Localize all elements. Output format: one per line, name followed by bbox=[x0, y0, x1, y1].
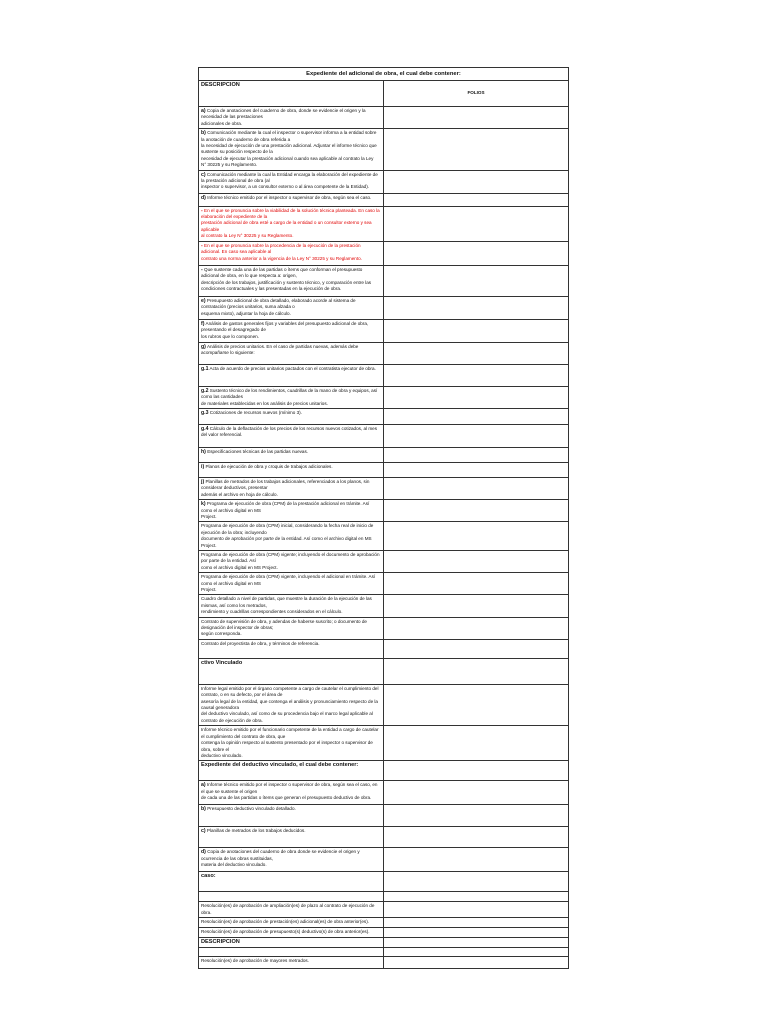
item-label: h) bbox=[201, 448, 206, 455]
item-text: Resolución(es) de aprobación de ampliación(es) de plazo al contrato de ejecución de obra. bbox=[201, 903, 375, 915]
item-text: Programa de ejecución de obra (CPM) vigente; incluyendo el documento de aprobación por parte de la entidad. Así como el archivo digital en MS Project. bbox=[201, 551, 380, 570]
requirement-description bbox=[199, 928, 384, 937]
item-text: Resolución(es) de aprobación de mayores metrados. bbox=[201, 957, 310, 963]
folios-cell bbox=[384, 595, 569, 617]
table-title: Expediente del adicional de obra, el cual debe contener: bbox=[199, 68, 569, 81]
folios-header: FOLIOS bbox=[384, 81, 569, 107]
item-text: Análisis de gastos generales fijos y variables del presupuesto adicional de obra, presentando el desagregado de los rubros que lo componen. bbox=[201, 320, 369, 339]
item-text: Informe técnico emitido por el inspector o supervisor de obra, según sea el caso, en el que se sustente el origen de cada una de las partidas o ítems que generan el presupuesto deductivo de obra. bbox=[201, 782, 378, 801]
requirement-description bbox=[199, 206, 384, 241]
description-header: DESCRIPCION bbox=[199, 81, 384, 107]
item-text: Programa de ejecución de obra (CPM) vigente, incluyendo el adicional en trámite. Así como el archivo digital en MS Project. bbox=[201, 574, 376, 592]
folios-cell bbox=[384, 684, 569, 725]
section-row bbox=[199, 872, 569, 892]
item-text: Presupuesto adicional de obra detallado, elaborado acorde al sistema de contratación (precios unitarios, suma alzada o esquema mixto), adjuntar la hoja de cálculo. bbox=[201, 297, 356, 316]
folios-cell bbox=[384, 848, 569, 872]
requirement-description bbox=[199, 617, 384, 639]
item-text: Planillas de metrados de los trabajos deducidos. bbox=[206, 828, 306, 834]
item-label: j) bbox=[201, 478, 205, 485]
requirement-description bbox=[199, 319, 384, 342]
folios-cell bbox=[384, 462, 569, 477]
requirement-row bbox=[199, 193, 569, 206]
folios-cell bbox=[384, 386, 569, 408]
item-text: Programa de ejecución de obra (CPM) inicial, considerando la fecha real de inicio de ejecución de la obra; incluyendo documento de aprobación por parte de la entidad. Así como el archivo digital en MS Project. bbox=[201, 523, 374, 548]
folios-cell bbox=[384, 928, 569, 937]
item-text: Contrato de supervisión de obra, y adendas de haberse suscrito; o documento de designación del inspector de obras; según corresponda. bbox=[201, 618, 367, 637]
requirement-row bbox=[199, 617, 569, 639]
requirement-description bbox=[199, 902, 384, 918]
folios-cell bbox=[384, 573, 569, 595]
item-text: Informe técnico emitido por el funcionario competente de la entidad a cargo de cautelar el cumplimiento del contrato de obra, que contenga la opinión respecto al sustento presentado por el inspector o supervisor de obra, sobre el deductivo vinculado. bbox=[201, 727, 379, 758]
item-text: Copia de anotaciones del cuaderno de obra, donde se evidencie el origen y la necesidad de las prestaciones adicionales de obra. bbox=[201, 108, 366, 126]
folios-cell bbox=[384, 956, 569, 968]
requirement-description bbox=[199, 193, 384, 206]
requirement-row bbox=[199, 265, 569, 296]
folios-cell bbox=[384, 500, 569, 522]
requirement-description bbox=[199, 892, 384, 902]
item-label: g.1 bbox=[201, 365, 209, 372]
folios-cell bbox=[384, 241, 569, 265]
item-label: g.2 bbox=[201, 387, 209, 394]
requirement-description bbox=[199, 342, 384, 364]
section-row bbox=[199, 937, 569, 947]
folios-cell bbox=[384, 902, 569, 918]
requirement-row bbox=[199, 296, 569, 319]
item-text: Contrato del proyectista de obra, y términos de referencia. bbox=[201, 640, 320, 646]
item-label: d) bbox=[201, 194, 206, 201]
requirement-description bbox=[199, 918, 384, 928]
requirement-row bbox=[199, 595, 569, 617]
section-heading: DESCRIPCION bbox=[199, 937, 384, 947]
item-text: Comunicación mediante la cual la Entidad encarga la elaboración del expediente de la prestación adicional de obra (al inspector o supervisor, a un consultor externo o al área competente de la Entidad). bbox=[201, 171, 378, 190]
requirement-description bbox=[199, 500, 384, 522]
folios-cell bbox=[384, 617, 569, 639]
requirement-row bbox=[199, 684, 569, 725]
folios-cell bbox=[384, 658, 569, 684]
item-label: e) bbox=[201, 297, 206, 304]
item-label: g) bbox=[201, 343, 206, 350]
item-text: En el que se pronuncia sobre la procedencia de la ejecución de la prestación adicional. En caso sea aplicable al contrato una norma anterior a la vigencia de la Ley N° 30225 y su Reglamento. bbox=[201, 242, 362, 261]
folios-cell bbox=[384, 726, 569, 761]
item-label: - bbox=[201, 242, 203, 249]
item-label: g.3 bbox=[201, 409, 209, 416]
requirement-row bbox=[199, 550, 569, 572]
requirement-description bbox=[199, 447, 384, 462]
folios-cell bbox=[384, 805, 569, 827]
folios-cell bbox=[384, 872, 569, 892]
item-text: Que sustente cada una de las partidas o ítems que conforman el presupuesto adicional de obra, en lo que respecta a: origen, descripción de los trabajos, justificación y sustento técnico, y comparación entre las condiciones contractuales y las presentadas en la ejecución de obra. bbox=[201, 266, 372, 291]
requirement-row bbox=[199, 170, 569, 193]
folios-cell bbox=[384, 265, 569, 296]
folios-cell bbox=[384, 827, 569, 848]
folios-cell bbox=[384, 522, 569, 551]
requirement-row bbox=[199, 848, 569, 872]
item-text: Informe legal emitido por el órgano competente a cargo de cautelar el cumplimiento del contrato, o en su defecto, por el área de asesoría legal de la entidad, que contenga el análisis y pronunciamiento respecto de la causal generadora del deductivo vinculado, así como de su procedencia bajo el marco legal aplicable al contrato de ejecución de obra. bbox=[201, 685, 379, 723]
requirement-description bbox=[199, 573, 384, 595]
folios-cell bbox=[384, 342, 569, 364]
folios-cell bbox=[384, 206, 569, 241]
requirement-row bbox=[199, 639, 569, 658]
section-row bbox=[199, 761, 569, 781]
item-text: Resolución(es) de aprobación de presupuesto(s) deductivo(s) de obra anterior(es). bbox=[201, 929, 370, 935]
requirement-description bbox=[199, 462, 384, 477]
requirement-row bbox=[199, 956, 569, 968]
item-text: Cálculo de la deflactación de los precios de los recursos nuevos cotizados, al mes del valor referencial. bbox=[201, 425, 378, 438]
requirement-description bbox=[199, 408, 384, 424]
item-text: Programa de ejecución de obra (CPM) de la prestación adicional en trámite. Así como el archivo digital en MS Project. bbox=[201, 501, 370, 519]
item-text: Planos de ejecución de obra y croquis de trabajos adicionales. bbox=[205, 463, 333, 469]
requirement-row bbox=[199, 319, 569, 342]
requirement-row bbox=[199, 206, 569, 241]
table-title-row bbox=[199, 68, 569, 81]
section-heading: caso: bbox=[199, 872, 384, 892]
requirement-description bbox=[199, 848, 384, 872]
requirement-row bbox=[199, 129, 569, 170]
item-text: Resolución(es) de aprobación de prestación(es) adicional(es) de obra anterior(es). bbox=[201, 919, 370, 925]
item-label: - bbox=[201, 266, 203, 273]
section-heading: ctivo Vinculado bbox=[199, 658, 384, 684]
item-label: c) bbox=[201, 828, 206, 835]
folios-cell bbox=[384, 781, 569, 805]
requirement-description bbox=[199, 265, 384, 296]
requirement-row bbox=[199, 726, 569, 761]
folios-cell bbox=[384, 937, 569, 947]
requirement-row bbox=[199, 892, 569, 902]
folios-cell bbox=[384, 477, 569, 499]
section-row bbox=[199, 658, 569, 684]
folios-cell bbox=[384, 408, 569, 424]
folios-cell bbox=[384, 639, 569, 658]
folios-cell bbox=[384, 550, 569, 572]
requirement-description bbox=[199, 827, 384, 848]
requirement-row bbox=[199, 522, 569, 551]
folios-cell bbox=[384, 447, 569, 462]
requirement-description bbox=[199, 241, 384, 265]
requirement-row bbox=[199, 947, 569, 956]
requirement-row bbox=[199, 918, 569, 928]
item-text: Sustento técnico de los rendimientos, cuadrillas de la mano de obra y equipos, así como las cantidades de materiales establecidas en los análisis de precios unitarios. bbox=[201, 387, 378, 406]
item-label: a) bbox=[201, 782, 206, 789]
requirement-description bbox=[199, 477, 384, 499]
requirement-row bbox=[199, 447, 569, 462]
requirement-description bbox=[199, 424, 384, 447]
item-text: Cotizaciones de recursos nuevos (mínimo 3). bbox=[209, 409, 302, 415]
requirement-description bbox=[199, 781, 384, 805]
requirement-row bbox=[199, 573, 569, 595]
folios-cell bbox=[384, 761, 569, 781]
requirement-row bbox=[199, 462, 569, 477]
folios-cell bbox=[384, 170, 569, 193]
item-text: Comunicación mediante la cual el inspector o supervisor informa a la entidad sobre la anotación de cuaderno de obra referida a la necesidad de ejecución de una prestación adicional. Adjuntar el informe técnico que sustente su posición respecto de la necesidad de ejecutar la prestación adicional cuando sea aplicable al contrato la Ley N° 30225 y su Reglamento. bbox=[201, 130, 377, 168]
requirement-description bbox=[199, 107, 384, 129]
requirement-row bbox=[199, 827, 569, 848]
requirement-row bbox=[199, 902, 569, 918]
requirement-description bbox=[199, 129, 384, 170]
folios-cell bbox=[384, 296, 569, 319]
item-text: Planillas de metrados de los trabajos adicionales, referenciados a los planos, sin considerar deductivos, presentar además el archivo en hoja de cálculo. bbox=[201, 478, 370, 497]
folios-cell bbox=[384, 129, 569, 170]
requirement-row bbox=[199, 781, 569, 805]
item-text: Cuadro detallado a nivel de partidas, que muestre la duración de la ejecución de las mismas, así como los metrados, rendimiento y cuadrillas correspondientes considerados en el cálculo. bbox=[201, 596, 372, 615]
requirement-row bbox=[199, 364, 569, 386]
item-label: a) bbox=[201, 108, 206, 114]
table-header-row bbox=[199, 81, 569, 107]
item-label: b) bbox=[201, 806, 206, 813]
folios-cell bbox=[384, 193, 569, 206]
requirement-row bbox=[199, 107, 569, 129]
item-text: Informe técnico emitido por el inspector o supervisor de obra, según sea el caso. bbox=[207, 194, 372, 200]
requirement-description bbox=[199, 386, 384, 408]
item-text: Acta de acuerdo de precios unitarios pactados con el contratista ejecutor de obra. bbox=[209, 365, 376, 371]
folios-cell bbox=[384, 319, 569, 342]
requirements-table bbox=[198, 67, 569, 969]
item-label: d) bbox=[201, 849, 206, 856]
requirement-description bbox=[199, 364, 384, 386]
requirement-row bbox=[199, 386, 569, 408]
item-text: En el que se pronuncia sobre la viabilidad de la solución técnica planteada. En caso la elaboración del expediente de la prestación adicional de obra esté a cargo de la entidad o un consultor externo y sea aplicable al contrato la Ley N° 30225 y su Reglamento. bbox=[201, 207, 380, 239]
requirement-row bbox=[199, 477, 569, 499]
requirement-row bbox=[199, 928, 569, 937]
folios-cell bbox=[384, 424, 569, 447]
requirement-row bbox=[199, 241, 569, 265]
item-text: Presupuesto deductivo vinculado detallado. bbox=[207, 806, 296, 812]
requirement-description bbox=[199, 595, 384, 617]
requirement-description bbox=[199, 726, 384, 761]
item-text: Copia de anotaciones del cuaderno de obra donde se evidencie el origen y ocurrencia de las obras sustituidas, materia del deductivo vinculado. bbox=[201, 849, 360, 868]
requirement-description bbox=[199, 550, 384, 572]
item-label: b) bbox=[201, 130, 206, 137]
folios-cell bbox=[384, 107, 569, 129]
item-label: g.4 bbox=[201, 425, 209, 432]
folios-cell bbox=[384, 918, 569, 928]
section-heading: Expediente del deductivo vinculado, el cual debe contener: bbox=[199, 761, 384, 781]
requirement-row bbox=[199, 408, 569, 424]
item-label: - bbox=[201, 207, 203, 214]
requirement-description bbox=[199, 956, 384, 968]
requirement-description bbox=[199, 170, 384, 193]
requirement-description bbox=[199, 639, 384, 658]
item-label: i) bbox=[201, 463, 205, 470]
item-label: k) bbox=[201, 501, 206, 508]
requirement-description bbox=[199, 296, 384, 319]
requirement-row bbox=[199, 424, 569, 447]
folios-cell bbox=[384, 892, 569, 902]
requirement-description bbox=[199, 522, 384, 551]
requirement-row bbox=[199, 342, 569, 364]
requirement-description bbox=[199, 684, 384, 725]
item-text: Especificaciones técnicas de las partidas nuevas. bbox=[207, 448, 309, 454]
item-label: c) bbox=[201, 171, 206, 178]
item-label: f) bbox=[201, 320, 205, 327]
requirement-row bbox=[199, 500, 569, 522]
folios-cell bbox=[384, 364, 569, 386]
requirement-description bbox=[199, 947, 384, 956]
folios-cell bbox=[384, 947, 569, 956]
item-text: Análisis de precios unitarios. En el caso de partidas nuevas, además debe acompañarse lo siguiente: bbox=[201, 343, 359, 356]
requirement-description bbox=[199, 805, 384, 827]
requirement-row bbox=[199, 805, 569, 827]
